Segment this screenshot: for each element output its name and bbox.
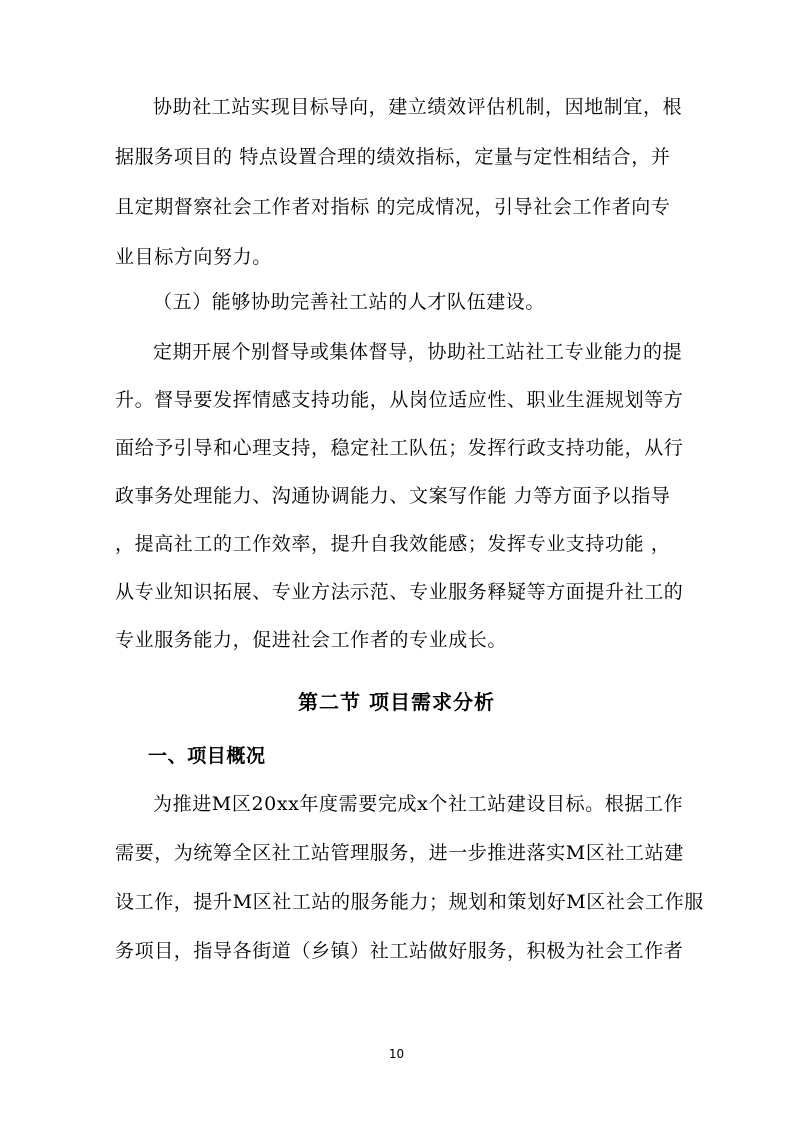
para3-line-4: 政事务处理能力、沟通协调能力、文案写作能 力等方面予以指导 xyxy=(115,485,671,507)
para3-line-3: 面给予引导和心理支持，稳定社工队伍；发挥行政支持功能，从行 xyxy=(115,437,684,459)
para3-line-2: 升。督导要发挥情感支持功能，从岗位适应性、职业生涯规划等方 xyxy=(115,389,684,411)
para3-line-7: 专业服务能力，促进社会工作者的专业成长。 xyxy=(115,629,508,651)
para1-line-2: 据服务项目的 特点设置合理的绩效指标，定量与定性相结合，并 xyxy=(115,146,671,168)
para4-line-3: 设工作，提升M区社工站的服务能力；规划和策划好M区社会工作服 xyxy=(115,891,704,913)
subsection-title: 一、项目概况 xyxy=(148,745,266,767)
section-title: 第二节 项目需求分析 xyxy=(298,690,495,714)
para2-line-1: （五）能够协助完善社工站的人才队伍建设。 xyxy=(153,291,546,313)
para4-line-4: 务项目，指导各街道（乡镇）社工站做好服务，积极为社会工作者 xyxy=(115,940,684,962)
para3-line-1: 定期开展个别督导或集体督导，协助社工站社工专业能力的提 xyxy=(153,341,683,363)
para4-line-2: 需要，为统筹全区社工站管理服务，进一步推进落实M区社工站建 xyxy=(115,842,684,864)
para1-line-4: 业目标方向努力。 xyxy=(115,246,272,268)
para3-line-6: 从专业知识拓展、专业方法示范、专业服务释疑等方面提升社工的 xyxy=(115,581,684,603)
page-number: 10 xyxy=(388,1047,405,1061)
para4-line-1: 为推进M区20xx年度需要完成x个社工站建设目标。根据工作 xyxy=(153,793,684,815)
para1-line-3: 且定期督察社会工作者对指标 的完成情况，引导社会工作者向专 xyxy=(115,196,671,218)
para3-line-5: ，提高社工的工作效率，提升自我效能感；发挥专业支持功能 ， xyxy=(115,533,671,555)
para1-line-1: 协助社工站实现目标导向，建立绩效评估机制，因地制宜，根 xyxy=(153,96,683,118)
